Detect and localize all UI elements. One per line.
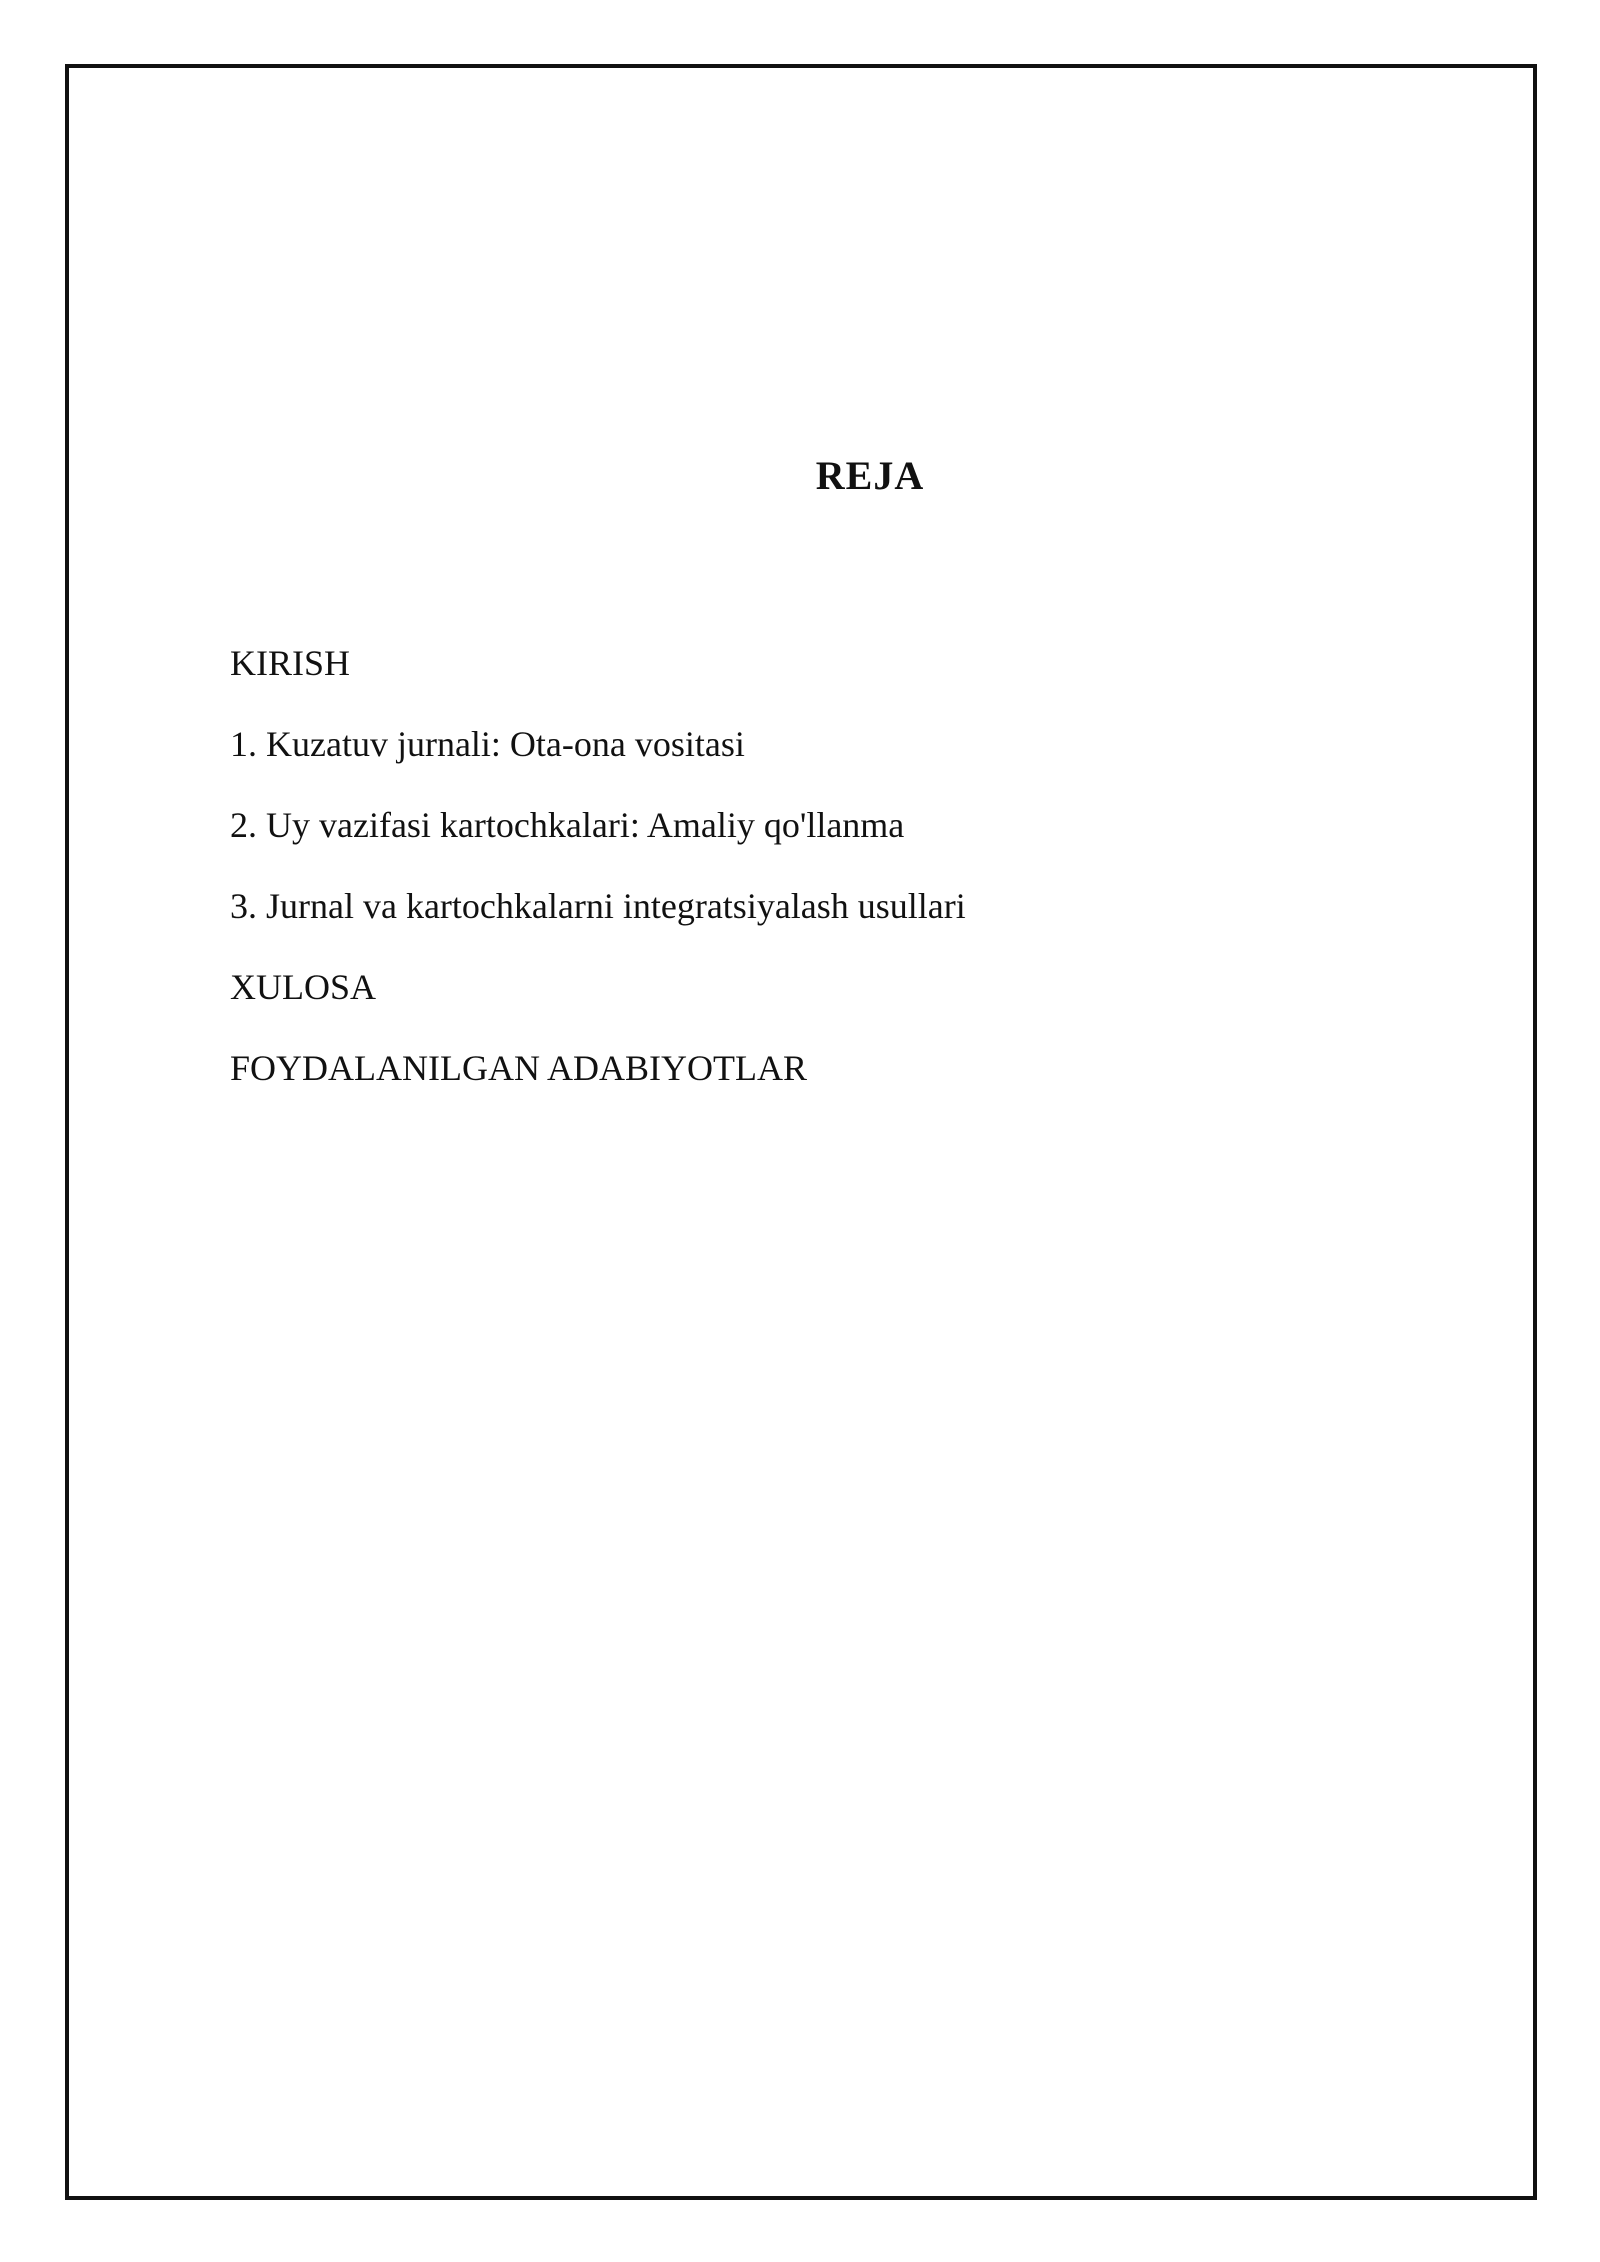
plan-item-section-1: 1. Kuzatuv jurnali: Ota-ona vositasi <box>230 724 745 764</box>
plan-item-section-3: 3. Jurnal va kartochkalarni integratsiyalash usullari <box>230 886 966 926</box>
plan-item-kirish: KIRISH <box>230 643 351 683</box>
page-title: REJA <box>815 453 925 498</box>
plan-list <box>230 645 966 1131</box>
plan-item-xulosa: XULOSA <box>230 967 377 1007</box>
plan-item-references: FOYDALANILGAN ADABIYOTLAR <box>230 1048 807 1088</box>
page-border <box>65 64 1537 2200</box>
plan-item-section-2: 2. Uy vazifasi kartochkalari: Amaliy qo'llanma <box>230 805 905 845</box>
